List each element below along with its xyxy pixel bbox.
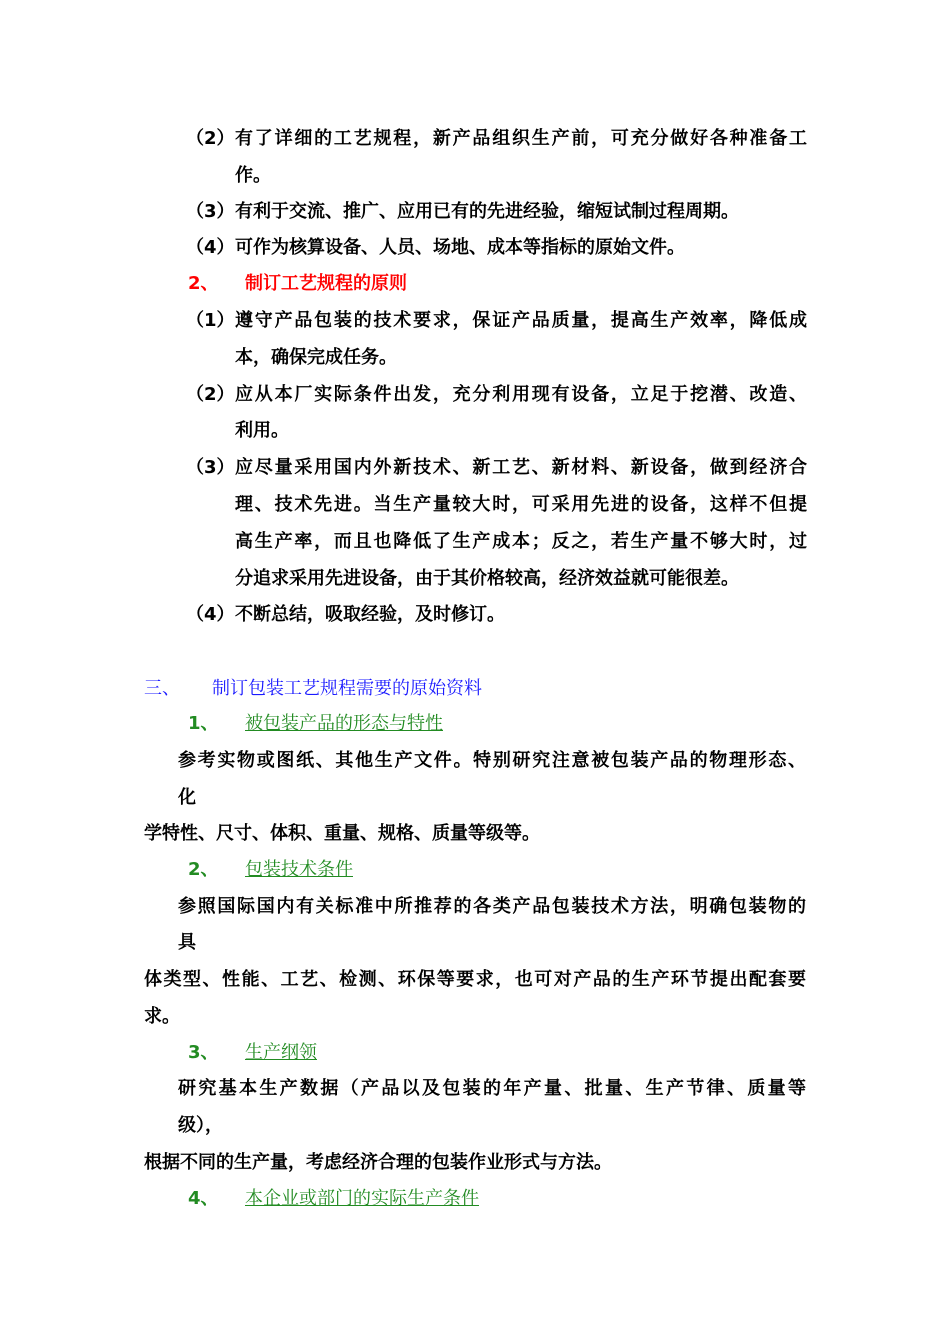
subsection-number: 3、 bbox=[188, 1042, 219, 1063]
list-item-number: （1） bbox=[186, 310, 235, 331]
list-item-text: 分追求采用先进设备，由于其价格较高，经济效益就可能很差。 bbox=[235, 568, 739, 589]
list-item-text: 遵守产品包装的技术要求，保证产品质量，提高生产效率，降低成 bbox=[235, 310, 807, 331]
paragraph-text: 化 bbox=[178, 787, 196, 808]
paragraph-text: 求。 bbox=[144, 1006, 180, 1027]
list-item-text: 不断总结，吸取经验，及时修订。 bbox=[235, 604, 505, 625]
list-item-text: 作。 bbox=[235, 165, 271, 186]
paragraph-text: 参考实物或图纸、其他生产文件。特别研究注意被包装产品的物理形态、 bbox=[178, 750, 806, 771]
subheading-title: 制订工艺规程的原则 bbox=[245, 273, 407, 294]
list-item-number: （2） bbox=[186, 128, 235, 149]
list-item-text: 应尽量采用国内外新技术、新工艺、新材料、新设备，做到经济合 bbox=[235, 457, 807, 478]
list-item-text: 高生产率，而且也降低了生产成本；反之，若生产量不够大时，过 bbox=[235, 531, 807, 552]
list-item-text: 应从本厂实际条件出发，充分利用现有设备，立足于挖潜、改造、 bbox=[235, 384, 807, 405]
list-item-number: （2） bbox=[186, 384, 235, 405]
subsection-title: 本企业或部门的实际生产条件 bbox=[245, 1188, 479, 1209]
list-item-number: （3） bbox=[186, 457, 235, 478]
paragraph-text: 体类型、性能、工艺、检测、环保等要求，也可对产品的生产环节提出配套要 bbox=[144, 969, 806, 990]
paragraph-text: 参照国际国内有关标准中所推荐的各类产品包装技术方法，明确包装物的 bbox=[178, 896, 806, 917]
list-item-text: 利用。 bbox=[235, 420, 289, 441]
section-title: 制订包装工艺规程需要的原始资料 bbox=[212, 678, 482, 699]
subsection-title: 生产纲领 bbox=[245, 1042, 317, 1063]
subheading-number: 2、 bbox=[188, 273, 219, 294]
list-item-number: （4） bbox=[186, 237, 235, 258]
list-item-text: 本，确保完成任务。 bbox=[235, 347, 397, 368]
list-item-number: （3） bbox=[186, 201, 235, 222]
paragraph-text: 学特性、尺寸、体积、重量、规格、质量等级等。 bbox=[144, 823, 540, 844]
paragraph-text: 研究基本生产数据（产品以及包装的年产量、批量、生产节律、质量等 bbox=[178, 1078, 806, 1099]
section-number: 三、 bbox=[144, 678, 180, 699]
list-item-number: （4） bbox=[186, 604, 235, 625]
subsection-title: 被包装产品的形态与特性 bbox=[245, 713, 443, 734]
subsection-number: 1、 bbox=[188, 713, 219, 734]
subsection-number: 4、 bbox=[188, 1188, 219, 1209]
list-item-text: 有了详细的工艺规程，新产品组织生产前，可充分做好各种准备工 bbox=[235, 128, 807, 149]
subsection-title: 包装技术条件 bbox=[245, 859, 353, 880]
paragraph-text: 根据不同的生产量，考虑经济合理的包装作业形式与方法。 bbox=[144, 1152, 612, 1173]
list-item-text: 有利于交流、推广、应用已有的先进经验，缩短试制过程周期。 bbox=[235, 201, 739, 222]
list-item-text: 理、技术先进。当生产量较大时，可采用先进的设备，这样不但提 bbox=[235, 494, 807, 515]
list-item-text: 可作为核算设备、人员、场地、成本等指标的原始文件。 bbox=[235, 237, 685, 258]
paragraph-text: 级）， bbox=[178, 1115, 223, 1136]
paragraph-text: 具 bbox=[178, 932, 196, 953]
subsection-number: 2、 bbox=[188, 859, 219, 880]
